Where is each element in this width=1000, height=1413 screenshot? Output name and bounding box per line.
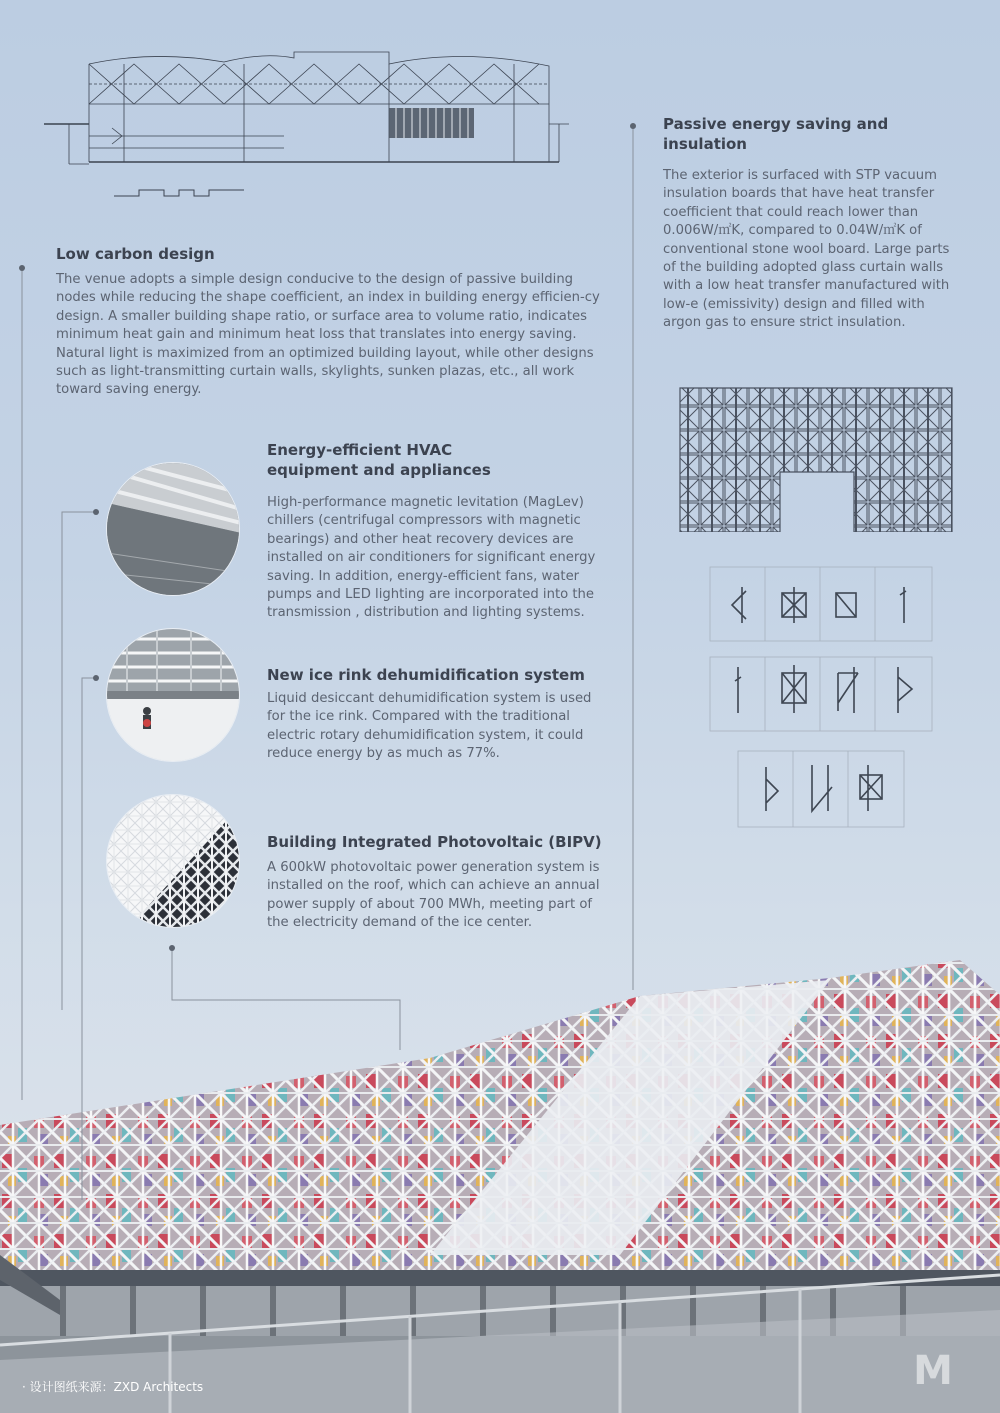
bipv-section xyxy=(267,832,612,933)
passive-body: The exterior is surfaced with STP vacuum insulation boards that have heat transfer coefficient that could reach lower than 0.006W/㎡K, compared to 0.04W/㎡K of conventional stone wool board. Large parts of the building adopted glass curtain walls with a low heat transfer manufactured with low-e (emissivity) design and filled with argon gas to ensure strict insulation. xyxy=(663,168,950,331)
bipv-title: Building Integrated Photovoltaic (BIPV) xyxy=(267,833,602,851)
hvac-section xyxy=(267,440,612,623)
bipv-body: A 600kW photovoltaic power generation system is installed on the roof, which can achieve an annual power supply of about 700 MWh, meeting part of the electricity demand of the ice center. xyxy=(267,860,600,931)
watermark-logo-icon: M xyxy=(913,1348,953,1394)
ice-rink-photo xyxy=(106,628,240,762)
image-credit: · 设计图纸来源：ZXD Architects xyxy=(22,1380,204,1394)
ice-rink-title: New ice rink dehumidification system xyxy=(267,666,585,684)
hvac-title-line2: equipment and appliances xyxy=(267,461,491,479)
low-carbon-body: The venue adopts a simple design conducive to the design of passive building nodes while reducing the shape coefficient, an index in building energy efficien-cy design. A smaller building shape ratio, or surface area to volume ratio, indicates minimum heat gain and minimum heat loss that translates into energy saving. Natural light is maximized from an optimized building layout, while other designs such as light-transmitting curtain walls, skylights, sunken plazas, etc., all work toward saving energy. xyxy=(56,272,600,398)
bipv-photo xyxy=(106,794,240,928)
ice-rink-body: Liquid desiccant dehumidification system is used for the ice rink. Compared with the traditional electric rotary dehumidification system, it could reduce energy by as much as 77%. xyxy=(267,691,592,762)
hvac-photo xyxy=(106,462,240,596)
ice-rink-section xyxy=(267,665,612,764)
low-carbon-title: Low carbon design xyxy=(56,245,215,263)
passive-section xyxy=(663,114,963,333)
passive-title: Passive energy saving and insulation xyxy=(663,115,889,153)
hvac-body: High-performance magnetic levitation (MagLev) chillers (centrifugal compressors with magnetic bearings) and other heat recovery devices are installed on air conditioners for significant energy saving. In addition, energy-efficient fans, water pumps and LED lighting are incorporated into the transmission , distribution and lighting systems. xyxy=(267,495,596,621)
low-carbon-section xyxy=(56,244,606,400)
hvac-title-line1: Energy-efficient HVAC xyxy=(267,441,453,459)
